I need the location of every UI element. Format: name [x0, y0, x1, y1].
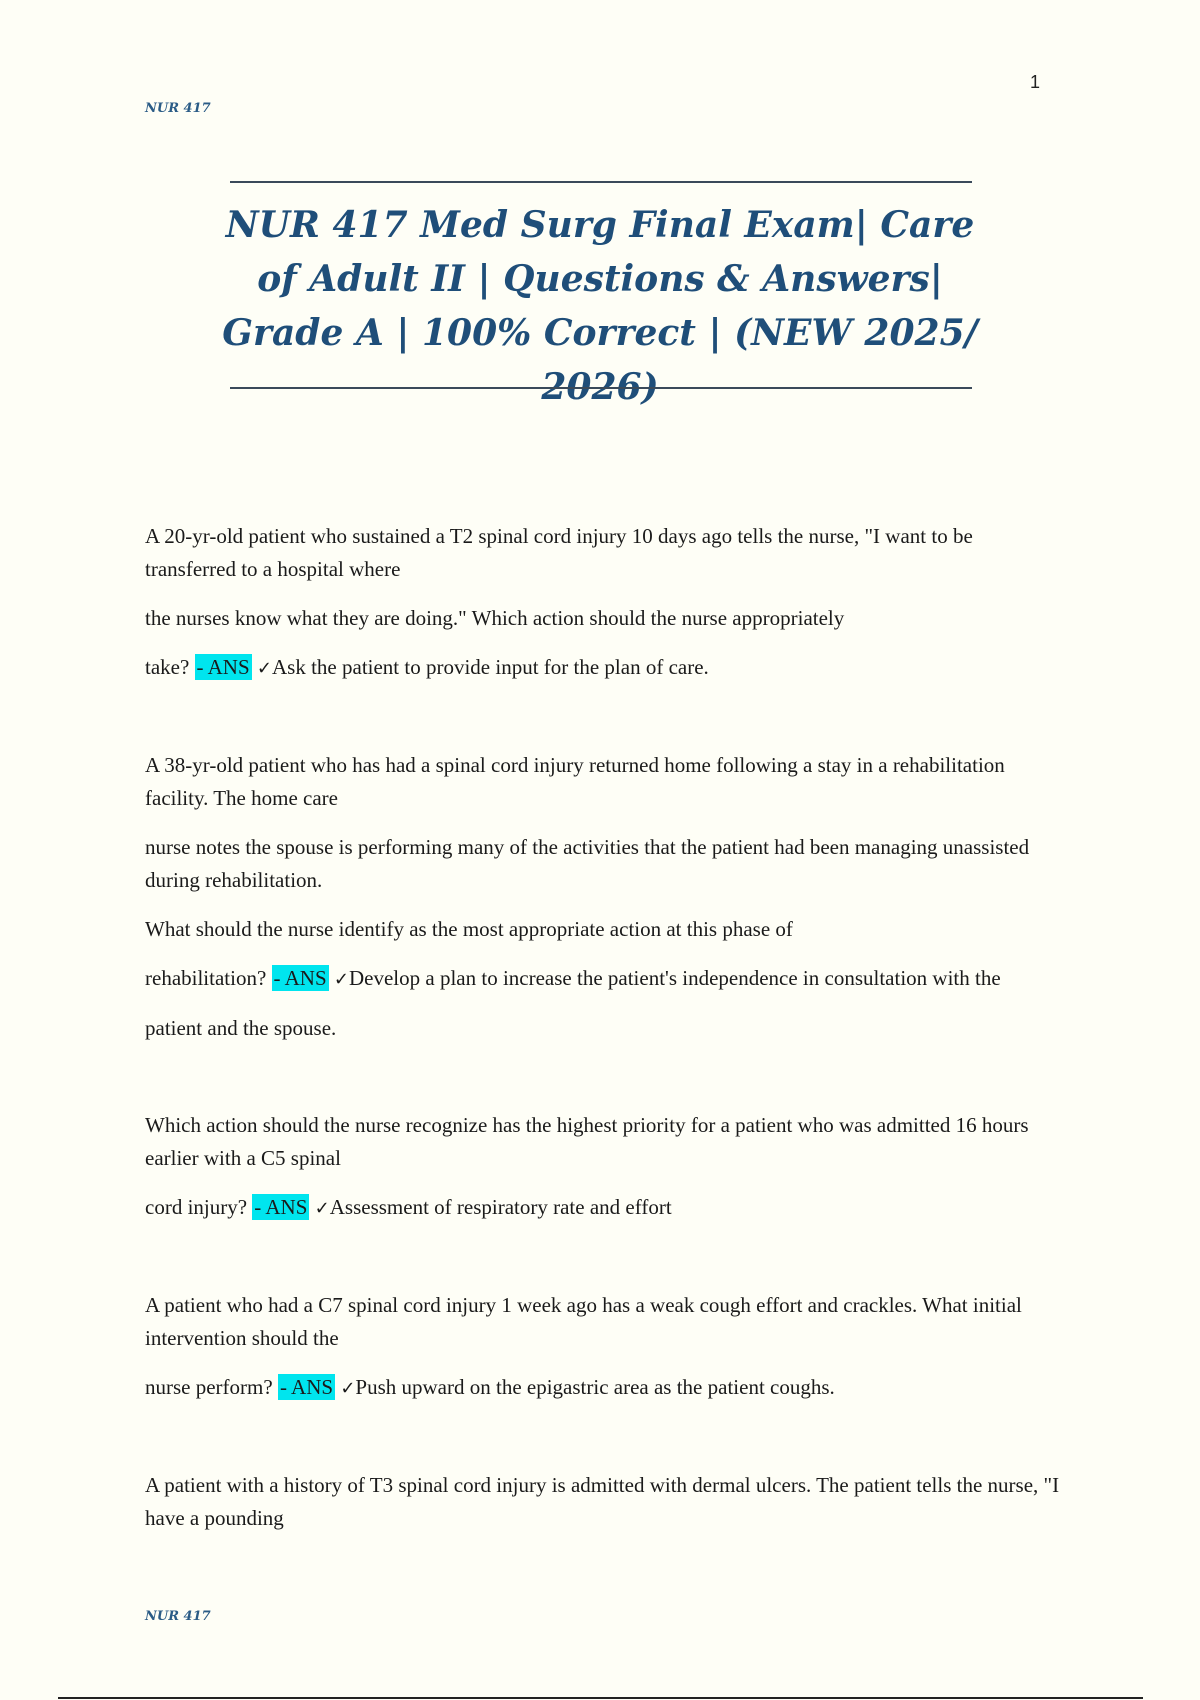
running-footer: NUR 417: [145, 1609, 211, 1624]
question-text: Which action should the nurse recognize has the highest priority for a patient who was admitted 16 hours earlier with a C5 spinal: [145, 1113, 1029, 1170]
answer-line: [145, 1191, 1065, 1225]
answer-text: Push upward on the epigastric area as the patient coughs.: [355, 1375, 835, 1399]
answer-highlight-tag: - ANS: [273, 966, 327, 990]
answer-text: Ask the patient to provide input for the plan of care.: [272, 655, 709, 679]
answer-highlight-tag: - ANS: [279, 1375, 334, 1399]
question-item: [145, 1469, 1065, 1535]
question-tail: take?: [145, 655, 190, 679]
question-text: A patient who had a C7 spinal cord injury 1 week ago has a weak cough effort and crackles. What initial intervention should the: [145, 1293, 1022, 1350]
question-text: the nurses know what they are doing." Which action should the nurse appropriately: [145, 606, 845, 630]
answer-highlight-tag: - ANS: [196, 655, 250, 679]
document-title: NUR 417 Med Surg Final Exam| Care of Adult II | Questions & Answers| Grade A | 100% Correct | (NEW 2025/ 2026): [222, 204, 978, 408]
question-item: [145, 520, 1065, 685]
question-item: [145, 749, 1065, 1045]
question-text: A patient with a history of T3 spinal cord injury is admitted with dermal ulcers. The patient tells the nurse, "I have a pounding: [145, 1473, 1060, 1530]
answer-highlight-tag: - ANS: [254, 1195, 308, 1219]
running-header: NUR 417: [145, 101, 211, 116]
question-item: [145, 1289, 1065, 1405]
question-text: A 38-yr-old patient who has had a spinal cord injury returned home following a stay in a rehabilitation facility. The home care: [145, 753, 1005, 810]
checkmark-icon: ✓: [333, 969, 349, 990]
answer-line: [145, 1371, 1065, 1405]
question-tail: cord injury?: [145, 1195, 248, 1219]
question-list: [145, 520, 1065, 1599]
checkmark-icon: ✓: [314, 1198, 330, 1219]
checkmark-icon: ✓: [256, 658, 272, 679]
question-tail: nurse perform?: [145, 1375, 273, 1399]
question-item: [145, 1109, 1065, 1225]
page-bottom-rule: [58, 1697, 1143, 1699]
answer-line: [145, 651, 1065, 685]
question-tail: rehabilitation?: [145, 966, 267, 990]
answer-line: [145, 962, 1065, 996]
page-number: 1: [1030, 72, 1041, 92]
title-bottom-rule: [230, 387, 972, 389]
question-text: A 20-yr-old patient who sustained a T2 spinal cord injury 10 days ago tells the nurse, "I want to be transferred to a hospital where: [145, 524, 973, 581]
question-text: nurse notes the spouse is performing many of the activities that the patient had been managing unassisted during rehabilitation.: [145, 835, 1030, 892]
answer-text: Assessment of respiratory rate and effort: [329, 1195, 672, 1219]
checkmark-icon: ✓: [340, 1378, 356, 1399]
question-text: What should the nurse identify as the most appropriate action at this phase of: [145, 917, 793, 941]
title-top-rule: [230, 181, 972, 183]
answer-continuation: patient and the spouse.: [145, 1016, 337, 1040]
answer-text: Develop a plan to increase the patient's independence in consultation with the: [349, 966, 1001, 990]
